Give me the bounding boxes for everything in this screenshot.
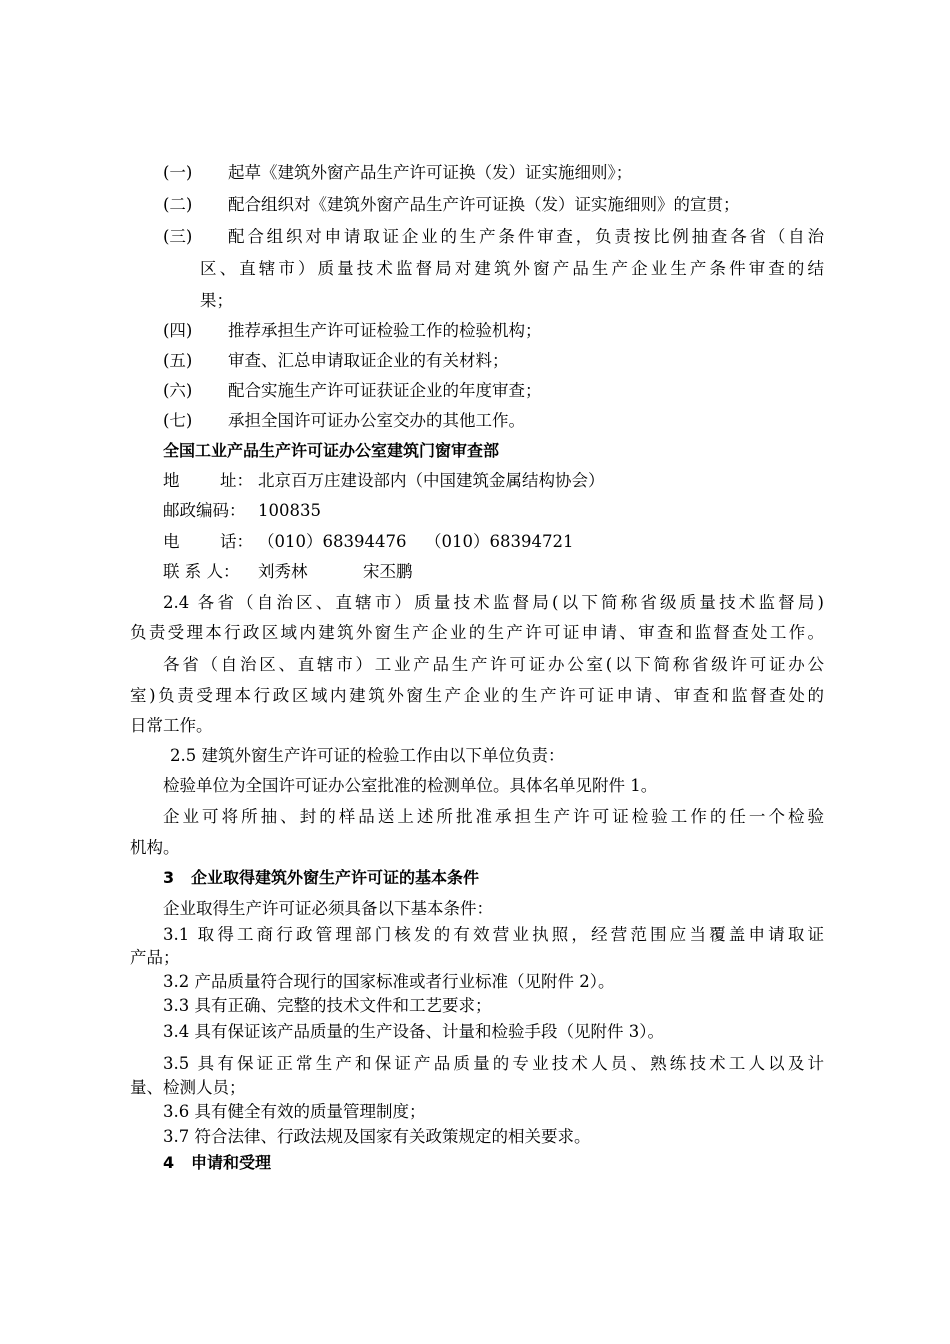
duty-text-1: 起草《建筑外窗产品生产许可证换（发）证实施细则》； [228,163,633,182]
phone-label-2: 话： [220,532,253,551]
section-3-intro: 企业取得生产许可证必须具备以下基本条件： [163,899,493,918]
section-2-5-p1: 检验单位为全国许可证办公室批准的检测单位。具体名单见附件 1。 [163,776,658,795]
section-2-5-heading: 2.5 建筑外窗生产许可证的检验工作由以下单位负责： [170,746,565,765]
section-3-number: 3 [163,868,175,887]
address-label-1: 地 [163,471,180,490]
phone-value-2: （010）68394721 [425,532,574,551]
duty-text-3-line-2: 区、直辖市）质量技术监督局对建筑外窗产品生产企业生产条件审查的结 [200,259,824,278]
duty-label-1: (一) [163,163,193,182]
item-3-6: 3.6 具有健全有效的质量管理制度； [163,1102,426,1121]
item-3-5-line-1: 3.5 具有保证正常生产和保证产品质量的专业技术人员、熟练技术工人以及计 [163,1054,824,1073]
section-2-5-p2-line-1: 企业可将所抽、封的样品送上述所批准承担生产许可证检验工作的任一个检验 [163,807,824,826]
duty-label-3: (三) [163,227,193,246]
duty-text-7: 承担全国许可证办公室交办的其他工作。 [228,411,525,430]
section-4-title: 申请和受理 [191,1153,272,1172]
duty-text-4: 推荐承担生产许可证检验工作的检验机构； [228,321,542,340]
item-3-2: 3.2 产品质量符合现行的国家标准或者行业标准（见附件 2）。 [163,972,615,991]
contact-person-2: 宋丕鹏 [363,562,413,581]
address-label-2: 址： [220,471,253,490]
item-3-4: 3.4 具有保证该产品质量的生产设备、计量和检验手段（见附件 3）。 [163,1022,664,1041]
phone-value-1: （010）68394476 [258,532,407,551]
duty-label-2: (二) [163,195,193,214]
postcode-value: 100835 [258,501,321,520]
duty-label-4: (四) [163,321,193,340]
section-2-4-p2-line-3: 日常工作。 [130,716,213,735]
address-value: 北京百万庄建设部内（中国建筑金属结构协会） [258,471,605,490]
postcode-label: 邮政编码： [163,501,246,520]
section-2-4-p1-line-1: 2.4 各省（自治区、直辖市）质量技术监督局(以下简称省级质量技术监督局) [163,593,824,612]
duty-text-5: 审查、汇总申请取证企业的有关材料； [228,351,509,370]
duty-text-3-line-3: 果； [200,291,233,310]
duty-text-3-line-1: 配合组织对申请取证企业的生产条件审查，负责按比例抽查各省（自治 [228,227,824,246]
item-3-1-line-1: 3.1 取得工商行政管理部门核发的有效营业执照，经营范围应当覆盖申请取证 [163,925,824,944]
item-3-3: 3.3 具有正确、完整的技术文件和工艺要求； [163,996,492,1015]
duty-label-6: (六) [163,381,193,400]
contact-label: 联 系 人： [163,562,240,581]
office-title: 全国工业产品生产许可证办公室建筑门窗审查部 [163,441,500,460]
duty-label-7: (七) [163,411,193,430]
item-3-1-line-2: 产品； [130,948,180,967]
item-3-7: 3.7 符合法律、行政法规及国家有关政策规定的相关要求。 [163,1127,591,1146]
duty-label-5: (五) [163,351,193,370]
section-2-5-p2-line-2: 机构。 [130,838,180,857]
section-2-4-p1-line-2: 负责受理本行政区域内建筑外窗生产企业的生产许可证申请、审查和监督查处工作。 [130,623,824,642]
section-3-title: 企业取得建筑外窗生产许可证的基本条件 [191,868,480,887]
phone-label-1: 电 [163,532,180,551]
item-3-5-line-2: 量、检测人员； [130,1078,246,1097]
contact-person-1: 刘秀林 [258,562,308,581]
section-2-4-p2-line-2: 室)负责受理本行政区域内建筑外窗生产企业的生产许可证申请、审查和监督查处的 [130,686,824,705]
section-2-4-p2-line-1: 各省（自治区、直辖市）工业产品生产许可证办公室(以下简称省级许可证办公 [163,655,824,674]
duty-text-2: 配合组织对《建筑外窗产品生产许可证换（发）证实施细则》的宣贯； [228,195,740,214]
duty-text-6: 配合实施生产许可证获证企业的年度审查； [228,381,542,400]
section-4-number: 4 [163,1153,175,1172]
